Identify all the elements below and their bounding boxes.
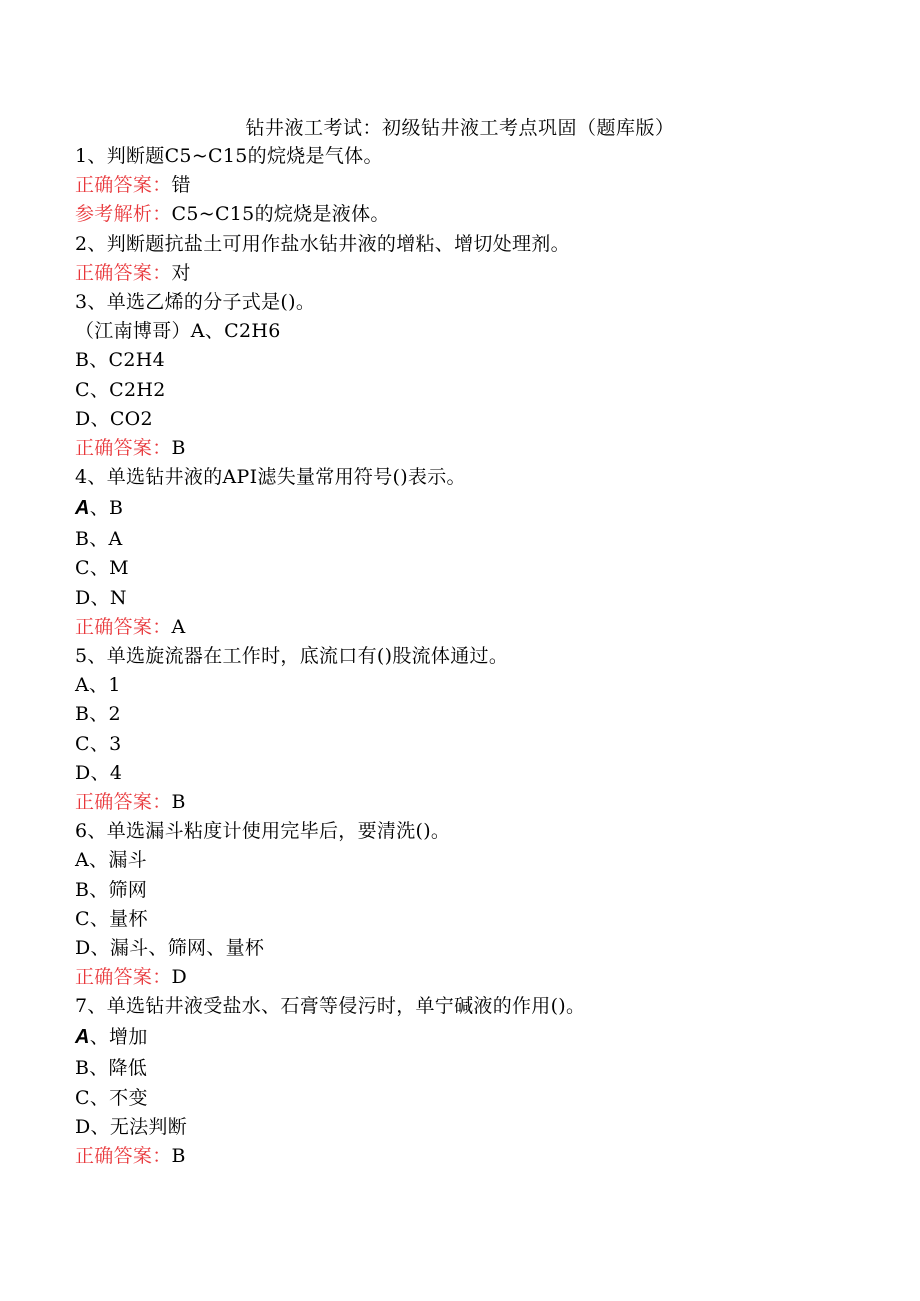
- answer-label: 正确答案：: [75, 615, 172, 638]
- question-stem: 6、单选漏斗粘度计使用完毕后，要清洗()。: [75, 820, 451, 843]
- answer-line: [75, 1142, 875, 1171]
- option-line: [75, 1021, 875, 1054]
- option-text: 、B: [89, 497, 124, 520]
- option-line: B、C2H4: [75, 349, 166, 372]
- option-letter: A: [75, 1026, 90, 1049]
- answer-value: 对: [171, 261, 191, 284]
- option-line: C、M: [75, 557, 129, 580]
- option-text: 、增加: [89, 1026, 148, 1049]
- answer-value: B: [171, 790, 186, 813]
- option-line: D、CO2: [75, 407, 153, 430]
- answer-label: 正确答案：: [75, 436, 172, 459]
- answer-label: 正确答案：: [75, 261, 172, 284]
- analysis-label: 参考解析：: [75, 203, 172, 226]
- option-line: D、漏斗、筛网、量杯: [75, 936, 265, 959]
- option-line: A、1: [75, 674, 121, 697]
- analysis-line: [75, 200, 875, 229]
- answer-value: 错: [171, 174, 191, 197]
- question-stem: 4、单选钻井液的API滤失量常用符号()表示。: [75, 466, 466, 489]
- option-line: [75, 492, 875, 525]
- question-stem: 7、单选钻井液受盐水、石膏等侵污时，单宁碱液的作用()。: [75, 995, 586, 1018]
- answer-label: 正确答案：: [75, 790, 172, 813]
- answer-line: [75, 259, 875, 288]
- answer-line: [75, 963, 875, 992]
- option-line: B、筛网: [75, 878, 148, 901]
- option-line: C、不变: [75, 1086, 148, 1109]
- option-line: C、量杯: [75, 907, 148, 930]
- option-line: B、降低: [75, 1057, 148, 1080]
- answer-line: [75, 613, 875, 642]
- question-stem: 2、判断题抗盐土可用作盐水钻井液的增粘、增切处理剂。: [75, 232, 570, 255]
- option-line: D、4: [75, 761, 123, 784]
- answer-line: [75, 434, 875, 463]
- answer-value: D: [171, 966, 188, 989]
- answer-value: B: [171, 1145, 186, 1167]
- answer-label: 正确答案：: [75, 174, 172, 197]
- option-line: C、C2H2: [75, 378, 166, 401]
- option-line: D、N: [75, 586, 127, 609]
- answer-value: B: [171, 436, 186, 459]
- document-title: 钻井液工考试：初级钻井液工考点巩固（题库版）: [245, 117, 675, 139]
- option-letter: A: [75, 497, 90, 520]
- answer-line: [75, 171, 875, 200]
- option-line: B、2: [75, 703, 121, 726]
- answer-label: 正确答案：: [75, 1145, 172, 1167]
- analysis-value: C5~C15的烷烧是液体。: [171, 203, 390, 226]
- question-note: （江南博哥）A、C2H6: [75, 320, 281, 343]
- answer-label: 正确答案：: [75, 966, 172, 989]
- question-stem: 3、单选乙烯的分子式是()。: [75, 290, 316, 313]
- answer-line: [75, 788, 875, 817]
- option-line: B、A: [75, 528, 123, 551]
- question-stem: 1、判断题C5~C15的烷烧是气体。: [75, 145, 383, 167]
- option-line: C、3: [75, 732, 122, 755]
- question-list: [75, 142, 875, 1171]
- answer-value: A: [171, 615, 186, 638]
- question-stem: 5、单选旋流器在工作时，底流口有()股流体通过。: [75, 645, 509, 667]
- option-line: D、无法判断: [75, 1115, 188, 1138]
- option-line: A、漏斗: [75, 849, 147, 872]
